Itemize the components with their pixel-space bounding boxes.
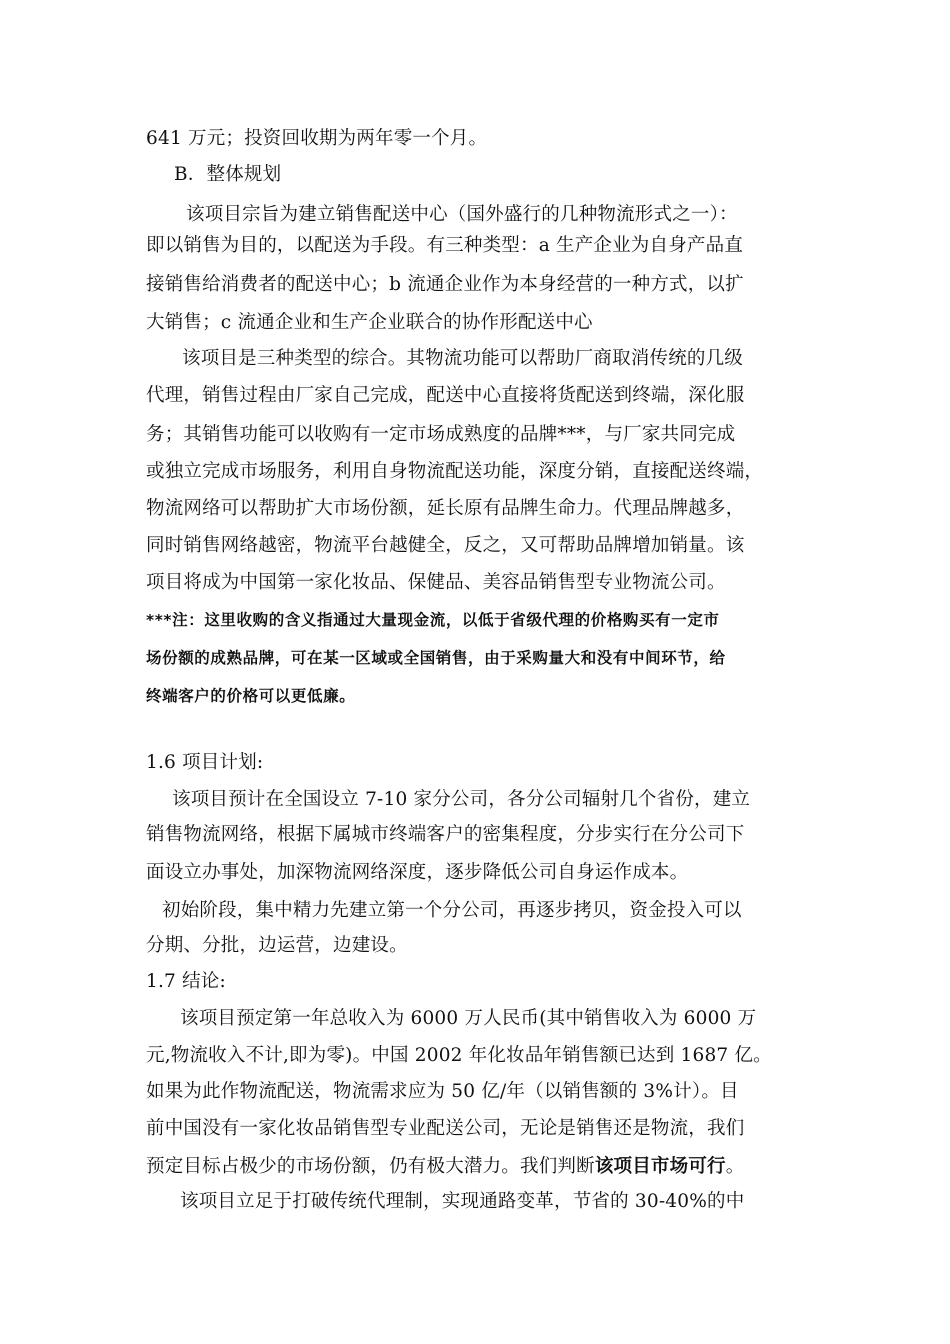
text-line: 或独立完成市场服务，利用自身物流配送功能，深度分销，直接配送终端， xyxy=(146,461,764,482)
text-line xyxy=(146,1155,744,1179)
conclusion-period: 。 xyxy=(725,1156,745,1177)
text-line: 务；其销售功能可以收购有一定市场成熟度的品牌***，与厂家共同完成 xyxy=(146,424,736,445)
conclusion-highlight: 该项目市场可行 xyxy=(594,1156,726,1177)
text-line: 物流网络可以帮助扩大市场份额，延长原有品牌生命力。代理品牌越多， xyxy=(146,498,745,519)
text-line: 代理，销售过程由厂家自己完成，配送中心直接将货配送到终端，深化服 xyxy=(146,385,745,406)
text-line: 大销售；c 流通企业和生产企业联合的协作形配送中心 xyxy=(146,312,593,333)
text-line: 该项目预定第一年总收入为 6000 万人民币(其中销售收入为 6000 万 xyxy=(180,1008,757,1029)
text-line: 元,物流收入不计,即为零)。中国 2002 年化妆品年销售额已达到 1687 亿。 xyxy=(146,1045,772,1066)
footnote-line: ***注：这里收购的含义指通过大量现金流，以低于省级代理的价格购买有一定市 xyxy=(146,611,720,629)
footnote-line: 场份额的成熟品牌，可在某一区域或全国销售，由于采购量大和没有中间环节，给 xyxy=(146,649,726,667)
text-line: 初始阶段，集中精力先建立第一个分公司，再逐步拷贝，资金投入可以 xyxy=(162,900,742,921)
text-line: 即以销售为目的，以配送为手段。有三种类型：a 生产企业为自身产品直 xyxy=(146,235,744,256)
text-line: 接销售给消费者的配送中心；b 流通企业作为本身经营的一种方式，以扩 xyxy=(146,274,744,295)
text-line: 面设立办事处，加深物流网络深度，逐步降低公司自身运作成本。 xyxy=(146,862,689,883)
text-line: 如果为此作物流配送，物流需求应为 50 亿/年（以销售额的 3%计）。目 xyxy=(146,1081,739,1102)
text-line: 该项目是三种类型的综合。其物流功能可以帮助厂商取消传统的几级 xyxy=(182,348,744,369)
text-line: 项目将成为中国第一家化妆品、保健品、美容品销售型专业物流公司。 xyxy=(146,572,726,593)
footnote-line: 终端客户的价格可以更低廉。 xyxy=(146,687,356,705)
text-line: 641 万元；投资回收期为两年零一个月。 xyxy=(146,128,488,149)
text-line: 该项目立足于打破传统代理制，实现通路变革，节省的 30-40%的中 xyxy=(180,1191,745,1212)
text-line: 前中国没有一家化妆品销售型专业配送公司，无论是销售还是物流，我们 xyxy=(146,1118,745,1139)
text-line: 该项目宗旨为建立销售配送中心（国外盛行的几种物流形式之一）： xyxy=(186,204,738,225)
section-heading: 1.7 结论: xyxy=(146,971,226,992)
text-line: 该项目预计在全国设立 7-10 家分公司，各分公司辐射几个省份，建立 xyxy=(172,789,751,810)
conclusion-text: 预定目标占极少的市场份额，仍有极大潜力。我们判断 xyxy=(146,1156,595,1177)
text-line: 销售物流网络，根据下属城市终端客户的密集程度，分步实行在分公司下 xyxy=(146,824,745,845)
text-line: 同时销售网络越密，物流平台越健全，反之，又可帮助品牌增加销量。该 xyxy=(146,535,745,556)
section-heading: B．整体规划 xyxy=(174,164,282,185)
text-line: 分期、分批，边运营，边建设。 xyxy=(146,935,408,956)
section-heading: 1.6 项目计划: xyxy=(146,752,264,773)
